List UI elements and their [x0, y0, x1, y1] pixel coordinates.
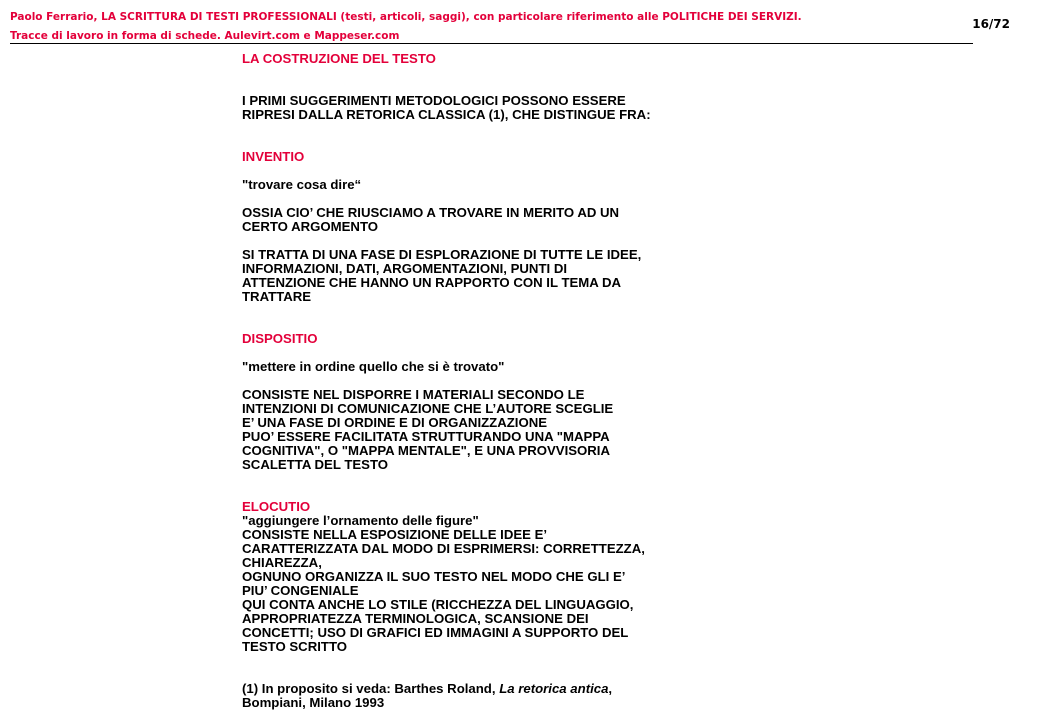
- page-number: 16/72: [972, 17, 1010, 31]
- section-heading-inventio: INVENTIO: [242, 149, 305, 164]
- footnote-line-2: Bompiani, Milano 1993: [242, 695, 385, 710]
- text-line: SCALETTA DEL TESTO: [242, 457, 389, 472]
- text-line: E’ UNA FASE DI ORDINE E DI ORGANIZZAZIONE: [242, 415, 548, 430]
- inventio-paragraph-1: [242, 206, 702, 234]
- text-line: APPROPRIATEZZA TERMINOLOGICA, SCANSIONE DEI: [242, 611, 589, 626]
- text-line: QUI CONTA ANCHE LO STILE (RICCHEZZA DEL LINGUAGGIO,: [242, 597, 634, 612]
- elocutio-paragraph: [242, 528, 702, 654]
- main-content: [242, 52, 702, 710]
- header-line-2: Tracce di lavoro in forma di schede. Aulevirt.com e Mappeser.com: [10, 30, 400, 42]
- dispositio-paragraph: [242, 388, 702, 472]
- footnote: [242, 682, 702, 710]
- text-line: SI TRATTA DI UNA FASE DI ESPLORAZIONE DI TUTTE LE IDEE,: [242, 247, 642, 262]
- text-line: OSSIA CIO’ CHE RIUSCIAMO A TROVARE IN MERITO AD UN: [242, 205, 620, 220]
- dispositio-quote: "mettere in ordine quello che si è trovato": [242, 359, 505, 374]
- inventio-quote: "trovare cosa dire“: [242, 177, 362, 192]
- text-line: CONSISTE NELLA ESPOSIZIONE DELLE IDEE E’: [242, 527, 548, 542]
- text-line: CHIAREZZA,: [242, 555, 322, 570]
- footnote-prefix: (1) In proposito si veda: Barthes Roland,: [242, 681, 500, 696]
- text-line: INFORMAZIONI, DATI, ARGOMENTAZIONI, PUNTI DI: [242, 261, 568, 276]
- text-line: TRATTARE: [242, 289, 312, 304]
- footnote-line-1: [242, 682, 702, 696]
- page-title: LA COSTRUZIONE DEL TESTO: [242, 51, 436, 66]
- header-line-1: Paolo Ferrario, LA SCRITTURA DI TESTI PROFESSIONALI (testi, articoli, saggi), con particolare riferimento alle POLITICHE DEI SERVIZI.: [10, 11, 802, 23]
- text-line: COGNITIVA", O "MAPPA MENTALE", E UNA PROVVISORIA: [242, 443, 610, 458]
- footnote-book-title: La retorica antica: [499, 681, 609, 696]
- section-heading-elocutio: ELOCUTIO: [242, 499, 311, 514]
- text-line: CONCETTI; USO DI GRAFICI ED IMMAGINI A SUPPORTO DEL: [242, 625, 629, 640]
- elocutio-quote: "aggiungere l’ornamento delle figure": [242, 513, 479, 528]
- text-line: ATTENZIONE CHE HANNO UN RAPPORTO CON IL TEMA DA: [242, 275, 622, 290]
- document-header: [10, 8, 975, 46]
- text-line: CERTO ARGOMENTO: [242, 219, 379, 234]
- text-line: TESTO SCRITTO: [242, 639, 348, 654]
- footnote-suffix: ,: [608, 681, 613, 696]
- header-divider: [10, 43, 973, 44]
- section-heading-dispositio: DISPOSITIO: [242, 331, 318, 346]
- text-line: PIU’ CONGENIALE: [242, 583, 359, 598]
- inventio-paragraph-2: [242, 248, 702, 304]
- text-line: OGNUNO ORGANIZZA IL SUO TESTO NEL MODO CHE GLI E’: [242, 569, 626, 584]
- intro-line: I PRIMI SUGGERIMENTI METODOLOGICI POSSONO ESSERE: [242, 93, 626, 108]
- text-line: PUO’ ESSERE FACILITATA STRUTTURANDO UNA "MAPPA: [242, 429, 610, 444]
- text-line: CARATTERIZZATA DAL MODO DI ESPRIMERSI: CORRETTEZZA,: [242, 541, 645, 556]
- intro-line: RIPRESI DALLA RETORICA CLASSICA (1), CHE DISTINGUE FRA:: [242, 107, 651, 122]
- intro-paragraph: [242, 94, 702, 122]
- text-line: INTENZIONI DI COMUNICAZIONE CHE L’AUTORE SCEGLIE: [242, 401, 614, 416]
- text-line: CONSISTE NEL DISPORRE I MATERIALI SECONDO LE: [242, 387, 585, 402]
